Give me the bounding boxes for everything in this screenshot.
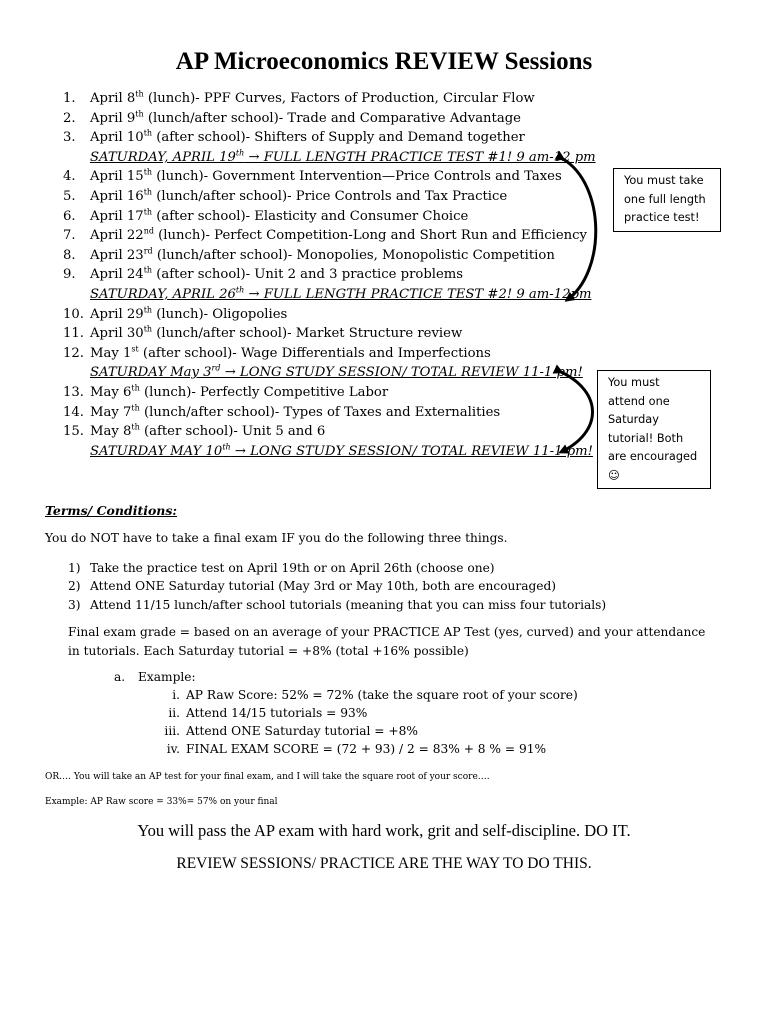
session-number: 14. — [63, 404, 84, 420]
step-text: Attend 14/15 tutorials = 93% — [186, 706, 368, 720]
session-number: 5. — [63, 188, 76, 204]
example-step — [150, 686, 578, 704]
date-suffix: th — [222, 442, 231, 452]
session-topic: (lunch)- Government Intervention—Price Controls and Taxes — [152, 169, 562, 185]
step-number: ii. — [168, 706, 180, 720]
alternative-note: OR…. You will take an AP test for your final exam, and I will take the square root of your score…. — [45, 772, 490, 782]
session-topic: (lunch)- PPF Curves, Factors of Production, Circular Flow — [143, 91, 535, 106]
session-topic: → FULL LENGTH PRACTICE TEST #2! 9 am-12pm — [244, 286, 592, 302]
session-topic: (lunch)- Perfect Competition-Long and Short Run and Efficiency — [153, 228, 587, 244]
date-suffix: th — [143, 128, 153, 138]
condition-number: 2) — [68, 579, 81, 594]
session-date: April 22 — [90, 228, 144, 244]
step-number: iv. — [166, 742, 180, 756]
example-step — [150, 740, 578, 758]
session-topic: (lunch/after school)- Monopolies, Monopolistic Competition — [152, 247, 555, 263]
session-date: April 15 — [90, 169, 144, 185]
session-number: 10. — [63, 306, 84, 322]
session-number: 12. — [63, 345, 84, 361]
session-topic: (lunch)- Oligopolies — [152, 306, 288, 322]
session-topic: → FULL LENGTH PRACTICE TEST #1! 9 am-12 pm — [244, 149, 596, 165]
step-text: FINAL EXAM SCORE = (72 + 93) / 2 = 83% + 8 % = 91% — [186, 742, 547, 756]
condition-text: Take the practice test on April 19th or on April 26th (choose one) — [90, 561, 495, 575]
date-suffix: th — [143, 167, 153, 177]
session-topic: (lunch/after school)- Trade and Comparative Advantage — [143, 110, 521, 126]
date-suffix: th — [143, 207, 153, 217]
session-topic: (lunch/after school)- Price Controls and Tax Practice — [152, 188, 508, 204]
condition-number: 3) — [68, 597, 81, 612]
date-suffix: th — [131, 422, 140, 432]
date-suffix: th — [135, 109, 144, 119]
session-date: May 6 — [90, 384, 132, 400]
final-grade-text: Final exam grade = based on an average of your PRACTICE AP Test (yes, curved) and your attendance in tutorials. Each Saturday tutorial = +8% (total +16% possible) — [68, 625, 706, 658]
date-suffix: th — [135, 89, 144, 99]
session-topic: (lunch)- Perfectly Competitive Labor — [139, 384, 389, 400]
example-step — [150, 722, 578, 740]
date-suffix: th — [235, 285, 245, 295]
practice-test-note: You must take one full length practice test! — [613, 168, 721, 232]
session-date: May 8 — [90, 424, 132, 440]
session-number: 4. — [63, 169, 76, 185]
session-topic: (lunch/after school)- Market Structure review — [152, 326, 463, 342]
session-date: SATURDAY, APRIL 19 — [90, 149, 236, 165]
example-step — [150, 704, 578, 722]
session-topic: (after school)- Shifters of Supply and Demand together — [152, 130, 525, 146]
session-date: April 24 — [90, 267, 144, 283]
session-date: April 17 — [90, 208, 144, 224]
session-number: 8. — [63, 247, 76, 263]
session-date: April 8 — [90, 91, 136, 106]
condition-item — [68, 596, 606, 614]
session-number: 11. — [63, 326, 84, 342]
session-date: April 23 — [90, 247, 144, 263]
step-number: i. — [172, 688, 180, 702]
session-date: May 7 — [90, 404, 132, 420]
page-title: AP Microeconomics REVIEW Sessions — [175, 48, 593, 75]
date-suffix: th — [143, 324, 153, 334]
session-number: 15. — [63, 424, 84, 440]
session-date: April 10 — [90, 130, 144, 146]
session-topic: (after school)- Unit 2 and 3 practice problems — [152, 267, 464, 283]
date-suffix: th — [131, 403, 140, 413]
session-date: SATURDAY May 3 — [90, 365, 212, 381]
session-number: 6. — [63, 208, 76, 224]
session-date: April 30 — [90, 326, 144, 342]
session-number: 3. — [63, 130, 76, 146]
session-topic: (after school)- Unit 5 and 6 — [139, 424, 326, 440]
date-suffix: th — [235, 148, 245, 158]
session-number: 13. — [63, 384, 84, 400]
session-date: April 9 — [90, 110, 136, 126]
alternative-example: Example: AP Raw score = 33%= 57% on your final — [45, 797, 278, 807]
conditions-list — [68, 559, 606, 614]
session-topic: → LONG STUDY SESSION/ TOTAL REVIEW 11-1 pm! — [230, 443, 593, 459]
closing-line-1: You will pass the AP exam with hard work, grit and self-discipline. DO IT. — [137, 821, 631, 840]
condition-number: 1) — [68, 561, 81, 575]
session-topic: → LONG STUDY SESSION/ TOTAL REVIEW 11-1 pm! — [220, 365, 583, 381]
date-suffix: nd — [143, 226, 154, 236]
step-text: AP Raw Score: 52% = 72% (take the square root of your score) — [186, 688, 578, 702]
saturday-tutorial-note: You must attend one Saturday tutorial! Both are encouraged ☺ — [597, 370, 711, 489]
date-suffix: rd — [143, 246, 153, 256]
example-heading — [114, 668, 196, 686]
condition-item — [68, 559, 606, 577]
example-number: a. — [114, 670, 126, 684]
session-date: SATURDAY, APRIL 26 — [90, 286, 236, 302]
step-text: Attend ONE Saturday tutorial = +8% — [186, 724, 418, 738]
step-number: iii. — [164, 724, 180, 738]
session-date: SATURDAY MAY 10 — [90, 443, 223, 459]
session-number: 7. — [63, 228, 76, 244]
date-suffix: th — [131, 383, 140, 393]
practice-test-bracket-arrow — [563, 159, 596, 300]
date-suffix: st — [131, 344, 139, 354]
date-suffix: rd — [211, 363, 221, 373]
session-topic: (lunch/after school)- Types of Taxes and Externalities — [139, 404, 501, 420]
condition-text: Attend ONE Saturday tutorial (May 3rd or May 10th, both are encouraged) — [90, 579, 557, 594]
session-number: 2. — [63, 110, 76, 126]
session-date: April 16 — [90, 188, 144, 204]
session-date: April 29 — [90, 306, 144, 322]
date-suffix: th — [143, 305, 153, 315]
session-topic: (after school)- Elasticity and Consumer Choice — [152, 208, 469, 224]
session-number: 1. — [63, 91, 76, 106]
date-suffix: th — [143, 265, 153, 275]
session-date: May 1 — [90, 345, 132, 361]
saturday-bracket-arrow — [561, 372, 593, 452]
session-number: 9. — [63, 267, 76, 283]
example-steps — [150, 686, 578, 758]
condition-item — [68, 577, 606, 595]
closing-line-2: REVIEW SESSIONS/ PRACTICE ARE THE WAY TO DO THIS. — [176, 855, 592, 872]
example-label: Example: — [138, 670, 196, 684]
terms-intro: You do NOT have to take a final exam IF you do the following three things. — [45, 531, 508, 545]
condition-text: Attend 11/15 lunch/after school tutorials (meaning that you can miss four tutorials) — [90, 597, 607, 612]
terms-heading: Terms/ Conditions: — [45, 503, 178, 518]
session-topic: (after school)- Wage Differentials and Imperfections — [138, 345, 491, 361]
date-suffix: th — [143, 187, 153, 197]
